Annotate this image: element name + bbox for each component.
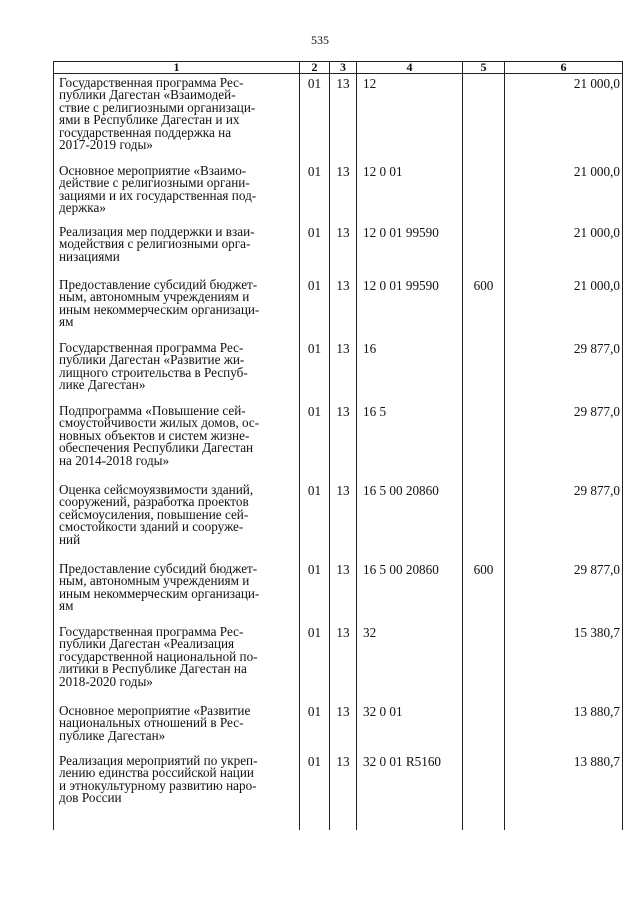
- item-name-line: лению единства российской нации: [59, 765, 254, 781]
- item-name-line: сооружений, разработка проектов: [59, 494, 249, 510]
- item-name: [54, 481, 300, 560]
- item-name-line: Государственная программа Рес-: [59, 340, 244, 355]
- expense-type-code: [463, 481, 505, 560]
- item-name: [54, 223, 300, 276]
- budget-table: [53, 61, 623, 830]
- table-row: [54, 276, 623, 339]
- item-name-line: низациями: [59, 248, 120, 264]
- amount: 29 877,0: [505, 339, 623, 402]
- item-name-line: сейсмоусиления, повышение сей-: [59, 506, 249, 522]
- item-name-line: ным, автономным учреждениям и: [59, 289, 250, 305]
- subsection-code: 13: [330, 339, 357, 402]
- item-name-line: 2017-2019 годы»: [59, 137, 153, 153]
- expense-type-code: [463, 402, 505, 481]
- item-name-line: ствие с религиозными организаци-: [59, 99, 256, 115]
- expense-type-code: [463, 752, 505, 808]
- item-name: [54, 339, 300, 402]
- target-article-code: 16 5: [357, 402, 463, 481]
- item-name-line: ям: [59, 598, 74, 614]
- item-name-line: Оценка сейсмоуязвимости зданий,: [59, 482, 254, 497]
- section-code: 01: [300, 560, 330, 623]
- table-row: [54, 481, 623, 560]
- expense-type-code: [463, 223, 505, 276]
- amount: 29 877,0: [505, 560, 623, 623]
- empty-cell: [463, 808, 505, 830]
- empty-cell: [357, 808, 463, 830]
- item-name: [54, 623, 300, 702]
- section-code: 01: [300, 752, 330, 808]
- subsection-code: 13: [330, 560, 357, 623]
- amount: 29 877,0: [505, 402, 623, 481]
- item-name-line: ям: [59, 314, 74, 330]
- amount: 15 380,7: [505, 623, 623, 702]
- section-code: 01: [300, 702, 330, 752]
- item-name: [54, 74, 300, 163]
- section-code: 01: [300, 402, 330, 481]
- section-code: 01: [300, 623, 330, 702]
- item-name: [54, 702, 300, 752]
- item-name-line: иным некоммерческим организаци-: [59, 585, 260, 601]
- expense-type-code: 600: [463, 560, 505, 623]
- target-article-code: 32 0 01: [357, 702, 463, 752]
- item-name: [54, 276, 300, 339]
- item-name-line: Государственная программа Рес-: [59, 75, 244, 90]
- item-name-line: лике Дагестан»: [59, 377, 146, 393]
- subsection-code: 13: [330, 74, 357, 163]
- item-name-line: на 2014-2018 годы»: [59, 452, 170, 468]
- target-article-code: 16 5 00 20860: [357, 481, 463, 560]
- item-name-line: 2018-2020 годы»: [59, 673, 153, 689]
- section-code: 01: [300, 74, 330, 163]
- amount: 21 000,0: [505, 74, 623, 163]
- page-number: 535: [311, 33, 329, 47]
- item-name-line: Государственная программа Рес-: [59, 624, 244, 639]
- target-article-code: 12 0 01 99590: [357, 223, 463, 276]
- item-name-line: лищного строительства в Респуб-: [59, 364, 248, 380]
- item-name-line: Реализация мер поддержки и взаи-: [59, 224, 255, 239]
- item-name-line: смостойкости зданий и сооруже-: [59, 519, 244, 535]
- header-col-5: 5: [463, 62, 505, 74]
- item-name-line: Основное мероприятие «Развитие: [59, 703, 251, 718]
- item-name: [54, 162, 300, 223]
- item-name-line: новных объектов и систем жизне-: [59, 427, 250, 443]
- table-row: [54, 402, 623, 481]
- item-name-line: публики Дагестан «Взаимодей-: [59, 87, 236, 103]
- item-name-line: действие с религиозными органи-: [59, 175, 250, 191]
- expense-type-code: [463, 623, 505, 702]
- table-row: [54, 162, 623, 223]
- subsection-code: 13: [330, 481, 357, 560]
- item-name-line: Реализация мероприятий по укреп-: [59, 753, 258, 768]
- target-article-code: 16 5 00 20860: [357, 560, 463, 623]
- expense-type-code: 600: [463, 276, 505, 339]
- amount: 21 000,0: [505, 276, 623, 339]
- item-name-line: модействия с религиозными орга-: [59, 236, 251, 252]
- item-name-line: публики Дагестан «Реализация: [59, 636, 235, 652]
- item-name: [54, 402, 300, 481]
- amount: 21 000,0: [505, 223, 623, 276]
- item-name-line: ным, автономным учреждениям и: [59, 573, 250, 589]
- item-name-line: национальных отношений в Рес-: [59, 715, 244, 731]
- section-code: 01: [300, 162, 330, 223]
- amount: 21 000,0: [505, 162, 623, 223]
- target-article-code: 12: [357, 74, 463, 163]
- table-row: [54, 560, 623, 623]
- item-name-line: и этнокультурному развитию наро-: [59, 777, 257, 793]
- item-name-line: Предоставление субсидий бюджет-: [59, 561, 258, 576]
- item-name-line: государственной национальной по-: [59, 648, 258, 664]
- table-row-spacer: [54, 808, 623, 830]
- empty-cell: [505, 808, 623, 830]
- subsection-code: 13: [330, 402, 357, 481]
- section-code: 01: [300, 223, 330, 276]
- subsection-code: 13: [330, 162, 357, 223]
- header-col-3: 3: [330, 62, 357, 74]
- item-name-line: иным некоммерческим организаци-: [59, 301, 260, 317]
- table-row: [54, 74, 623, 163]
- item-name-line: ний: [59, 531, 81, 547]
- item-name-line: обеспечения Республики Дагестан: [59, 440, 254, 456]
- empty-cell: [330, 808, 357, 830]
- expense-type-code: [463, 339, 505, 402]
- item-name-line: публики Дагестан «Развитие жи-: [59, 352, 245, 368]
- item-name-line: Подпрограмма «Повышение сей-: [59, 403, 246, 418]
- amount: 29 877,0: [505, 481, 623, 560]
- empty-cell: [54, 808, 300, 830]
- section-code: 01: [300, 481, 330, 560]
- table-row: [54, 702, 623, 752]
- subsection-code: 13: [330, 752, 357, 808]
- subsection-code: 13: [330, 223, 357, 276]
- table-row: [54, 223, 623, 276]
- item-name-line: держка»: [59, 200, 106, 216]
- section-code: 01: [300, 276, 330, 339]
- subsection-code: 13: [330, 276, 357, 339]
- item-name-line: ями в Республике Дагестан и их: [59, 112, 240, 128]
- item-name-line: Основное мероприятие «Взаимо-: [59, 163, 247, 178]
- expense-type-code: [463, 162, 505, 223]
- table-row: [54, 752, 623, 808]
- table-body: [54, 74, 623, 831]
- subsection-code: 13: [330, 623, 357, 702]
- target-article-code: 12 0 01: [357, 162, 463, 223]
- subsection-code: 13: [330, 702, 357, 752]
- amount: 13 880,7: [505, 752, 623, 808]
- item-name-line: смоустойчивости жилых домов, ос-: [59, 415, 260, 431]
- header-col-2: 2: [300, 62, 330, 74]
- empty-cell: [300, 808, 330, 830]
- item-name: [54, 752, 300, 808]
- expense-type-code: [463, 74, 505, 163]
- expense-type-code: [463, 702, 505, 752]
- header-col-4: 4: [357, 62, 463, 74]
- item-name-line: публике Дагестан»: [59, 727, 166, 743]
- item-name-line: Предоставление субсидий бюджет-: [59, 277, 258, 292]
- header-col-6: 6: [505, 62, 623, 74]
- table-row: [54, 339, 623, 402]
- item-name-line: дов России: [59, 790, 122, 806]
- target-article-code: 32 0 01 R5160: [357, 752, 463, 808]
- amount: 13 880,7: [505, 702, 623, 752]
- item-name: [54, 560, 300, 623]
- item-name-line: литики в Республике Дагестан на: [59, 661, 247, 677]
- target-article-code: 12 0 01 99590: [357, 276, 463, 339]
- item-name-line: государственная поддержка на: [59, 124, 232, 140]
- target-article-code: 16: [357, 339, 463, 402]
- item-name-line: зациями и их государственная под-: [59, 187, 257, 203]
- table-header-row: [54, 62, 623, 74]
- section-code: 01: [300, 339, 330, 402]
- table-row: [54, 623, 623, 702]
- header-col-1: 1: [54, 62, 300, 74]
- target-article-code: 32: [357, 623, 463, 702]
